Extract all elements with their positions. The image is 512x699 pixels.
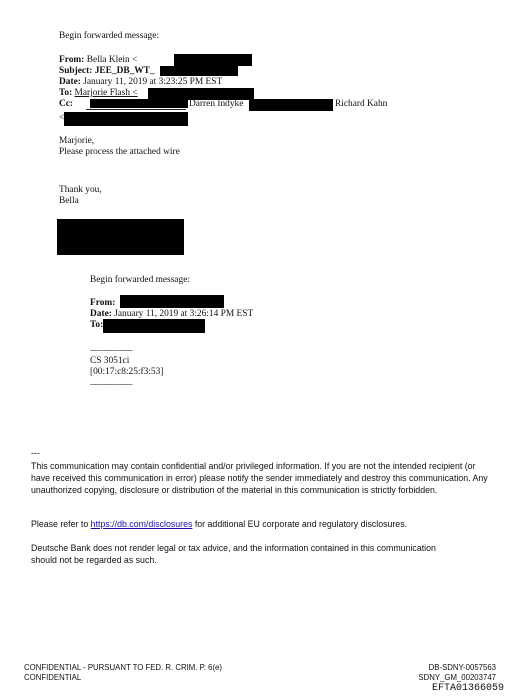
from-label: From: <box>59 55 85 65</box>
disclaimer-paragraph-2 <box>31 519 491 531</box>
greeting: Marjorie, <box>59 136 95 146</box>
cs-line: CS 3051ci <box>90 356 130 366</box>
redaction-box <box>64 112 188 126</box>
body-line: Please process the attached wire <box>59 147 180 157</box>
date-value: January 11, 2019 at 3:26:14 PM EST <box>114 309 254 319</box>
subject-value: JEE_DB_WT_ <box>94 66 155 76</box>
disclaimer-paragraph-3: Deutsche Bank does not render legal or tax advice, and the information contained in this communication should not be regarded as such. <box>31 543 436 565</box>
cc-continued: < <box>59 113 65 123</box>
footer-confidential-1: CONFIDENTIAL - PURSUANT TO FED. R. CRIM. P. 6(e) <box>24 663 222 672</box>
from-line-1 <box>59 55 137 67</box>
date-label: Date: <box>59 77 81 87</box>
redaction-box <box>160 66 238 76</box>
footer-confidential-2: CONFIDENTIAL <box>24 673 82 682</box>
thanks: Thank you, <box>59 185 102 195</box>
to-label: To: <box>59 88 73 98</box>
to-value: Marjorie Flash < <box>74 88 138 98</box>
from-value: Bella Klein < <box>86 55 138 65</box>
to-line-1 <box>59 88 138 100</box>
cc-line-1 <box>59 99 73 111</box>
disclaimer-paragraph-1: This communication may contain confidential and/or privileged information. If you are not the intended recipient (or have received this communication in error) please notify the sender immediately and destroy this communication. Any unauthorized copying, disclosure or distribution of the material in this communication is strictly forbidden. <box>31 461 488 495</box>
redaction-block <box>57 219 184 255</box>
from-line-2 <box>90 298 115 310</box>
dashes-top: ------------------- <box>90 345 133 354</box>
redaction-box <box>103 319 205 333</box>
separator: --- <box>31 448 40 458</box>
footer-bates-1: DB-SDNY-0057563 <box>428 663 496 672</box>
to-label: To: <box>90 320 104 330</box>
subject-line-1 <box>59 66 155 78</box>
efta-number: EFTA01366059 <box>431 683 504 694</box>
refer-prefix: Please refer to <box>31 519 89 529</box>
redaction-box <box>120 295 224 308</box>
cc-name-2: Richard Kahn <box>335 99 388 109</box>
date-value: January 11, 2019 at 3:23:25 PM EST <box>83 77 223 87</box>
to-line-2 <box>90 320 103 332</box>
cc-underline <box>86 109 186 110</box>
date-line-1 <box>59 77 222 89</box>
forwarded-label-2: Begin forwarded message: <box>90 275 190 285</box>
date-label: Date: <box>90 309 112 319</box>
redaction-box <box>249 99 333 111</box>
signature: Bella <box>59 196 79 206</box>
redaction-box <box>90 99 188 108</box>
cc-label: Cc: <box>59 99 74 109</box>
redaction-box <box>174 54 252 66</box>
forwarded-label-1: Begin forwarded message: <box>59 31 159 41</box>
dashes-bottom: ------------------- <box>90 379 133 388</box>
refer-suffix: for additional EU corporate and regulatory disclosures. <box>194 519 408 529</box>
cc-name-1: Darren Indyke <box>189 99 244 109</box>
disclosures-link[interactable]: https://db.com/disclosures <box>90 519 193 529</box>
mac-line: [00:17:c8:25:f3:53] <box>90 367 164 377</box>
from-label: From: <box>90 298 116 308</box>
subject-label: Subject: <box>59 66 93 76</box>
footer-bates-2: SDNY_GM_00203747 <box>418 673 496 682</box>
